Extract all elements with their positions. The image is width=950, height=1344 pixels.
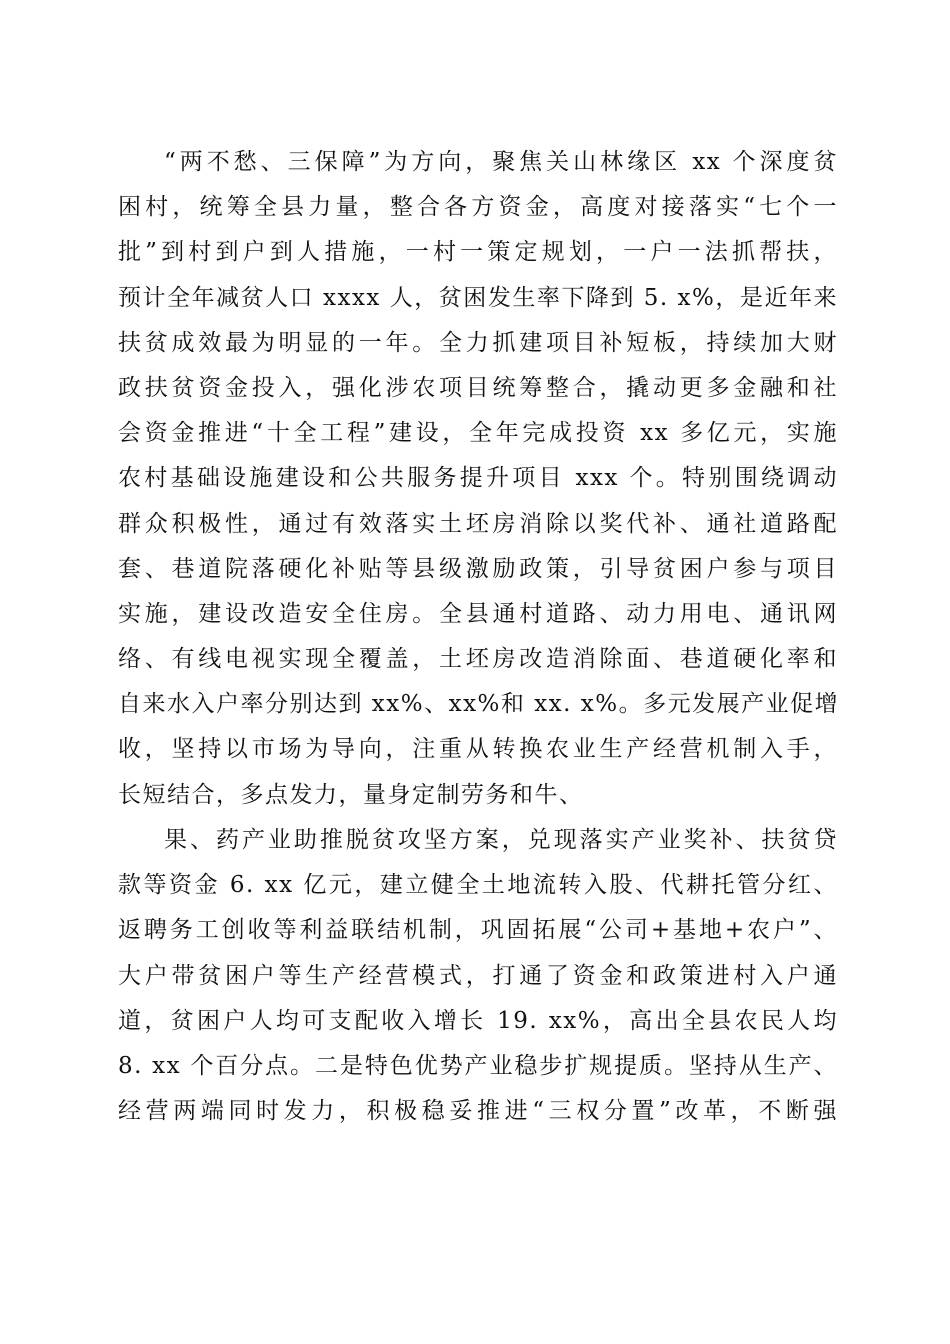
text-line: 果、药产业助推脱贫攻坚方案，兑现落实产业奖补、扶贫贷 — [164, 827, 838, 853]
text-line: “两不愁、三保障”为方向，聚焦关山林缘区 xx 个深度贫 — [164, 149, 838, 175]
text-line: 经营两端同时发力，积极稳妥推进“三权分置”改革，不断强 — [118, 1098, 838, 1125]
text-line: 批”到村到户到人措施，一村一策定规划，一户一法抓帮扶， — [118, 239, 838, 266]
text-line: 8. xx 个百分点。二是特色优势产业稳步扩规提质。坚持从生产、 — [118, 1052, 838, 1079]
paragraph-1 — [118, 140, 838, 818]
text-line: 群众积极性，通过有效落实土坯房消除以奖代补、通社道路配 — [118, 510, 838, 537]
text-line: 长短结合，多点发力，量身定制劳务和牛、 — [118, 781, 584, 808]
text-line: 款等资金 6. xx 亿元，建立健全土地流转入股、代耕托管分红、 — [118, 872, 838, 899]
text-line: 预计全年减贫人口 xxxx 人，贫困发生率下降到 5. x%，是近年来 — [118, 284, 838, 311]
text-line: 会资金推进“十全工程”建设，全年完成投资 xx 多亿元，实施 — [118, 420, 838, 447]
text-line: 收，坚持以市场为导向，注重从转换农业生产经营机制入手， — [118, 736, 838, 763]
text-line: 扶贫成效最为明显的一年。全力抓建项目补短板，持续加大财 — [118, 329, 838, 356]
text-line: 困村，统筹全县力量，整合各方资金，高度对接落实“七个一 — [118, 194, 838, 221]
text-line: 政扶贫资金投入，强化涉农项目统筹整合，撬动更多金融和社 — [118, 374, 838, 401]
text-line: 套、巷道院落硬化补贴等县级激励政策，引导贫困户参与项目 — [118, 555, 838, 582]
text-line: 道，贫困户人均可支配收入增长 19. xx%，高出全县农民人均 — [118, 1007, 838, 1034]
paragraph-2 — [118, 818, 838, 1134]
text-line: 自来水入户率分别达到 xx%、xx%和 xx. x%。多元发展产业促增 — [118, 691, 840, 718]
text-line: 大户带贫困户等生产经营模式，打通了资金和政策进村入户通 — [118, 962, 838, 989]
text-line: 络、有线电视实现全覆盖，土坯房改造消除面、巷道硬化率和 — [118, 646, 838, 673]
text-line: 农村基础设施建设和公共服务提升项目 xxx 个。特别围绕调动 — [118, 465, 838, 492]
text-line: 返聘务工创收等利益联结机制，巩固拓展“公司+基地+农户”、 — [118, 917, 838, 944]
text-line: 实施，建设改造安全住房。全县通村道路、动力用电、通讯网 — [118, 600, 838, 627]
